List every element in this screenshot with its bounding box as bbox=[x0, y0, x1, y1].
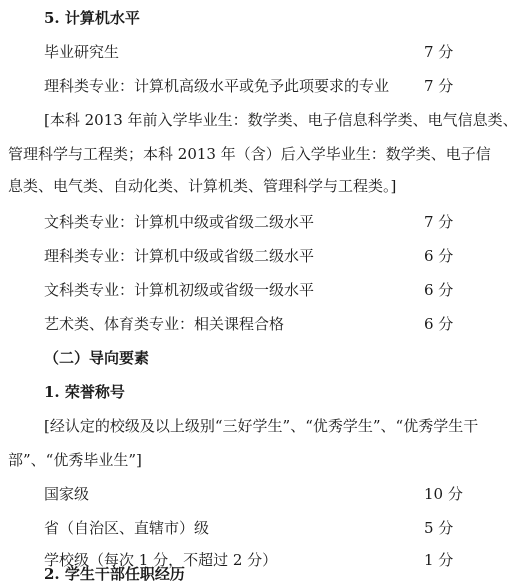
item-score: 10 分 bbox=[424, 485, 463, 503]
item-label: 国家级 bbox=[44, 485, 90, 503]
note-line: 部”、“优秀毕业生”] bbox=[8, 451, 142, 469]
item-score: 7 分 bbox=[424, 77, 454, 95]
item-label: 理科类专业：计算机中级或省级二级水平 bbox=[44, 247, 315, 265]
section-heading-computer-level: 5. 计算机水平 bbox=[44, 9, 140, 27]
item-label: 文科类专业：计算机中级或省级二级水平 bbox=[44, 213, 315, 231]
section-heading-honors: 1. 荣誉称号 bbox=[44, 383, 125, 401]
item-score: 7 分 bbox=[424, 43, 454, 61]
item-label: 省（自治区、直辖市）级 bbox=[44, 519, 210, 537]
item-label: 毕业研究生 bbox=[44, 43, 120, 61]
item-label: 艺术类、体育类专业：相关课程合格 bbox=[44, 315, 285, 333]
cut-off-heading: 2. 学生干部任职经历 bbox=[44, 565, 185, 583]
item-score: 7 分 bbox=[424, 213, 454, 231]
item-label: 文科类专业：计算机初级或省级一级水平 bbox=[44, 281, 315, 299]
note-line: [本科 2013 年前入学毕业生：数学类、电子信息科学类、电气信息类、 bbox=[44, 111, 518, 129]
item-score: 5 分 bbox=[424, 519, 454, 537]
note-line: 息类、电气类、自动化类、计算机类、管理科学与工程类。] bbox=[8, 177, 397, 195]
item-score: 6 分 bbox=[424, 247, 454, 265]
item-score: 6 分 bbox=[424, 281, 454, 299]
item-label: 学校级（每次 1 分，不超过 2 分） bbox=[44, 551, 278, 569]
note-line: [经认定的校级及以上级别“三好学生”、“优秀学生”、“优秀学生干 bbox=[44, 417, 479, 435]
item-score: 6 分 bbox=[424, 315, 454, 333]
cut-off-text bbox=[44, 565, 244, 583]
item-score: 1 分 bbox=[424, 551, 454, 569]
item-label: 理科类专业：计算机高级水平或免予此项要求的专业 bbox=[44, 77, 390, 95]
note-line: 管理科学与工程类；本科 2013 年（含）后入学毕业生：数学类、电子信 bbox=[8, 145, 491, 163]
section-heading-guide-factors: （二）导向要素 bbox=[44, 349, 150, 367]
